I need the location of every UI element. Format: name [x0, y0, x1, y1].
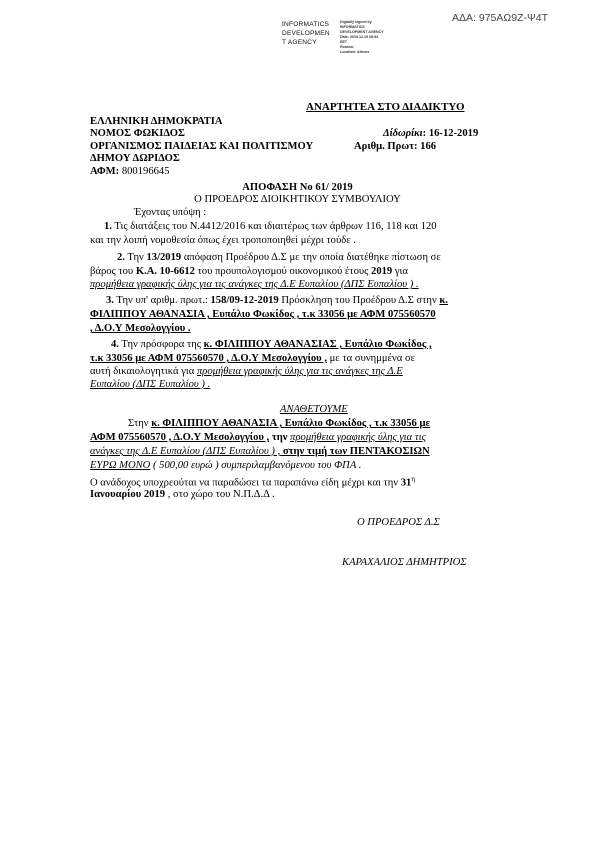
- item-4-text-a: Την πρόσφορα της: [118, 339, 204, 350]
- signature-line: DEVELOPMEN: [282, 30, 330, 37]
- prefecture-heading: ΝΟΜΟΣ ΦΩΚΙΔΟΣ: [90, 128, 185, 139]
- item-1-text: Τις διατάξεις του Ν.4412/2016 και ιδιαιτέρως των άρθρων 116, 118 και 120: [111, 221, 437, 232]
- signature-detail-line: Date: 2019.12.19 08:53: [340, 35, 379, 39]
- digital-signature-stamp: [282, 20, 402, 54]
- item-1-number: 1.: [104, 221, 112, 232]
- item-3-text-c: Πρόσκληση του Προέδρου Δ.Σ στην: [278, 295, 440, 306]
- delivery-text-a: Ο ανάδοχος υποχρεούται να παραδώσει τα παραπάνω είδη μέχρι και την: [90, 477, 401, 489]
- item-2-text-d: βάρος του: [90, 266, 136, 277]
- delivery-month: Ιανουαρίου: [90, 489, 142, 500]
- signature-detail-line: INFORMATICS: [340, 25, 365, 29]
- item-4-line-4: Ευπαλίου (ΔΠΣ Ευπαλίου ) .: [90, 379, 211, 390]
- delivery-line-1: [90, 475, 415, 489]
- considering-label: Έχοντας υπόψη :: [134, 207, 207, 218]
- item-3-number: 3.: [106, 295, 114, 306]
- assign-price-label: στην τιμή των: [280, 446, 350, 457]
- signature-line: INFORMATICS: [282, 21, 330, 28]
- item-1-line-1: [104, 221, 437, 232]
- item-1-line-2: και την λοιπή νομοθεσία όπως έχει τροποποιηθεί μέχρι τούδε .: [90, 235, 356, 246]
- item-2-line-1: [117, 252, 441, 263]
- item-4-text-d: με τα συνημμένα σε: [326, 353, 416, 364]
- item-2-decision-ref: 13/2019: [146, 252, 182, 263]
- item-2-text-h: για: [392, 266, 408, 277]
- item-4-text-e: αυτή δικαιολογητικά για: [90, 366, 197, 377]
- delivery-day-suffix: η: [411, 475, 416, 483]
- signature-detail-line: Reason:: [340, 45, 355, 49]
- item-4-supplier-details: τ.κ 33056 με ΑΦΜ 075560570 , Δ.Ο.Υ Μεσολογγίου ,: [90, 353, 327, 364]
- signature-detail-line: EET: [340, 40, 347, 44]
- item-4-number: 4.: [111, 339, 119, 350]
- item-2-line-3: προμήθεια γραφικής ύλης για τις ανάγκες της Δ.Ε Ευπαλίου (ΔΠΣ Ευπαλίου ) .: [90, 279, 419, 290]
- signatory-role: Ο ΠΡΟΕΔΡΟΣ Δ.Σ: [357, 517, 440, 528]
- assign-text-a: Στην: [128, 418, 152, 429]
- signature-detail-line: DEVELOPMENT AGENCY: [340, 30, 384, 34]
- assign-line-3: [90, 446, 430, 457]
- item-4-line-3: [90, 366, 403, 377]
- item-3-text-d: κ.: [439, 295, 448, 306]
- afm-line: [90, 166, 170, 177]
- afm-value: 800196645: [119, 166, 170, 177]
- assign-heading: ΑΝΑΘΕΤΟΥΜΕ: [280, 404, 348, 415]
- assign-subject-cont: ανάγκες της Δ.Ε Ευπαλίου (ΔΠΣ Ευπαλίου ) ,: [90, 446, 281, 457]
- item-3-invitation-ref: 158/09-12-2019: [210, 295, 279, 306]
- assign-price-amount: ( 500,00 ευρώ ) συμπεριλαμβανόμενου του ΦΠΑ .: [150, 460, 362, 471]
- item-3-line-2: ΦΙΛΙΠΠΟΥ ΑΘΑΝΑΣΙΑ , Ευπάλιο Φωκίδος , τ.κ 33056 με ΑΦΜ 075560570: [90, 309, 436, 320]
- item-2-text-f: του προυπολογισμού οικονομικού έτους: [194, 266, 372, 277]
- assign-price-words-cont: ΕΥΡΩ ΜΟΝΟ: [90, 460, 151, 471]
- assign-contractor-afm: ΑΦΜ 075560570 , Δ.Ο.Υ Μεσολογγίου ,: [90, 432, 270, 443]
- republic-heading: ΕΛΛΗΝΙΚΗ ΔΗΜΟΚΡΑΤΙΑ: [90, 116, 223, 127]
- signature-details: [340, 20, 384, 55]
- signatory-name: ΚΑΡΑΧΑΛΙΟΣ ΔΗΜΗΤΡΙΟΣ: [342, 557, 467, 568]
- date-value: : 16-12-2019: [422, 128, 479, 139]
- afm-label: ΑΦΜ:: [90, 166, 120, 177]
- signature-agency-name: [282, 20, 330, 47]
- assign-subject: προμήθεια γραφικής ύλης για τις: [290, 432, 426, 443]
- signature-line: T AGENCY: [282, 39, 317, 46]
- document-ada-watermark: ΑΔΑ: 975ΑΩ9Ζ-Ψ4Τ: [452, 12, 549, 24]
- document-date: [383, 128, 478, 139]
- decision-title: ΑΠΟΦΑΣΗ Νο 61/ 2019: [242, 182, 353, 193]
- protocol-number: Αριθμ. Πρωτ: 166: [354, 141, 437, 152]
- item-2-budget-code: Κ.Α. 10-6612: [135, 266, 195, 277]
- municipality-heading: ΔΗΜΟΥ ΔΩΡΙΔΟΣ: [90, 153, 180, 164]
- item-4-line-1: [111, 339, 432, 350]
- item-3-line-3: , Δ.Ο.Υ Μεσολογγίου .: [90, 323, 191, 334]
- assign-contractor: κ. ΦΙΛΙΠΠΟΥ ΑΘΑΝΑΣΙΑ , Ευπάλιο Φωκίδος , τ.κ 33056 με: [151, 418, 431, 429]
- delivery-line-2: [90, 489, 275, 500]
- assign-line-4: [90, 460, 361, 471]
- delivery-day: 31: [400, 477, 412, 489]
- signature-detail-line: Digitally signed by: [340, 20, 372, 24]
- item-2-year: 2019: [371, 266, 393, 277]
- assign-line-2: [90, 432, 426, 443]
- published-online-heading: ΑΝΑΡΤΗΤΕΑ ΣΤΟ ΔΙΑΔΙΚΤΥΟ: [306, 101, 465, 113]
- item-2-text-a: Την: [124, 252, 147, 263]
- item-4-supplier: κ. ΦΙΛΙΠΠΟΥ ΑΘΑΝΑΣΙΑΣ , Ευπάλιο Φωκίδος ,: [203, 339, 432, 350]
- assign-text-d: την: [269, 432, 291, 443]
- decision-subtitle: Ο ΠΡΟΕΔΡΟΣ ΔΙΟΙΚΗΤΙΚΟΥ ΣΥΜΒΟΥΛΙΟΥ: [194, 194, 401, 205]
- item-2-text-c: απόφαση Προέδρου Δ.Σ με την οποία διατέθηκε πίστωση σε: [181, 252, 441, 263]
- date-label: Δίδωρίκι: [383, 128, 423, 139]
- delivery-location: , στο χώρο του Ν.Π.Δ.Δ .: [165, 489, 275, 500]
- item-2-line-2: [90, 266, 408, 277]
- assign-line-1: [128, 418, 430, 429]
- organization-heading: ΟΡΓΑΝΙΣΜΟΣ ΠΑΙΔΕΙΑΣ ΚΑΙ ΠΟΛΙΤΙΣΜΟΥ: [90, 141, 314, 152]
- delivery-year: 2019: [141, 489, 166, 500]
- item-4-line-2: [90, 353, 415, 364]
- item-3-line-1: [106, 295, 448, 306]
- item-4-subject: προμήθεια γραφικής ύλης για τις ανάγκες της Δ.Ε: [196, 366, 403, 377]
- signature-detail-line: Location: Athens: [340, 50, 370, 54]
- assign-price-words: ΠΕΝΤΑΚΟΣΙΩΝ: [349, 446, 430, 457]
- item-2-number: 2.: [117, 252, 125, 263]
- item-3-text-a: Την υπ' αριθμ. πρωτ.:: [113, 295, 211, 306]
